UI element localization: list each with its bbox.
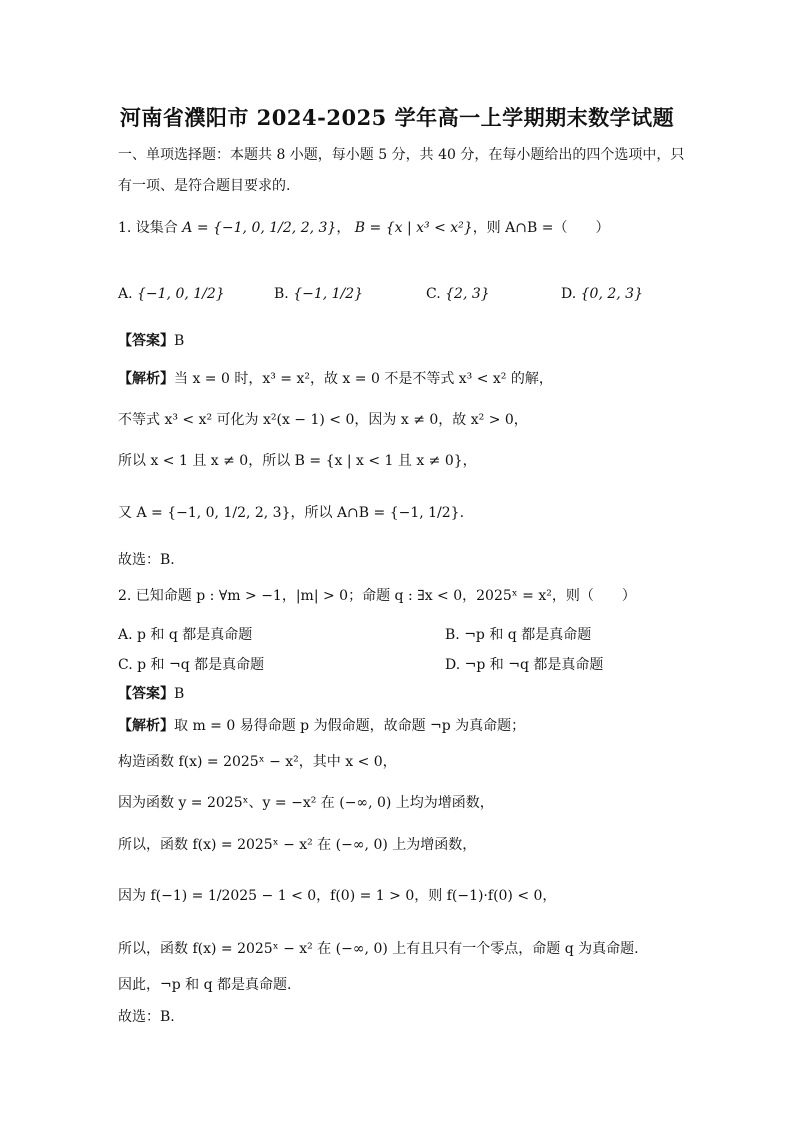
option-text: {−1, 1/2} — [293, 286, 364, 302]
question-2-analysis-2: 构造函数 f(x) = 2025ˣ − x²，其中 x < 0， — [118, 754, 397, 770]
question-1-analysis-3: 所以 x < 1 且 x ≠ 0，所以 B = {x | x < 1 且 x ≠ 0}， — [118, 453, 477, 469]
question-1-set-b: B = {x | x³ < x²} — [354, 220, 473, 236]
option-label: B. — [274, 286, 289, 302]
option-text: p 和 q 都是真命题 — [137, 627, 253, 643]
option-text: {−1, 0, 1/2} — [137, 286, 225, 302]
question-1-analysis-2: 不等式 x³ < x² 可化为 x²(x − 1) < 0，因为 x ≠ 0，故 x² > 0， — [118, 412, 528, 428]
question-2-analysis-3: 因为函数 y = 2025ˣ、y = −x² 在 (−∞, 0) 上均为增函数， — [118, 795, 494, 811]
answer-value: B — [174, 686, 185, 702]
question-2-stem: 2. 已知命题 p : ∀m > −1，|m| > 0；命题 q : ∃x < 0，2025ˣ = x²，则（ ） — [118, 588, 636, 604]
question-1-option-d — [561, 286, 643, 302]
option-label: B. — [445, 627, 460, 643]
answer-tag: 【答案】 — [118, 333, 174, 349]
option-text: ¬p 和 q 都是真命题 — [464, 627, 592, 643]
option-label: A. — [118, 286, 133, 302]
question-1-answer — [118, 331, 184, 351]
question-1-prefix: 1. 设集合 — [118, 220, 178, 236]
question-1-analysis-1 — [118, 369, 553, 389]
option-text: {2, 3} — [445, 286, 490, 302]
option-text: {0, 2, 3} — [580, 286, 643, 302]
option-label: C. — [426, 286, 441, 302]
question-1-option-b — [274, 286, 363, 302]
analysis-text: 当 x = 0 时，x³ = x²，故 x = 0 不是不等式 x³ < x² 的解， — [174, 371, 553, 387]
page-title: 河南省濮阳市 2024-2025 学年高一上学期期末数学试题 — [119, 105, 675, 130]
section-heading-line-2: 有一项、是符合题目要求的. — [118, 178, 291, 194]
question-2-answer — [118, 684, 184, 704]
question-2-analysis-7: 因此，¬p 和 q 都是真命题. — [118, 977, 292, 993]
question-2-option-c — [118, 654, 264, 674]
question-2-option-b — [445, 624, 591, 644]
question-2-option-a — [118, 624, 252, 644]
question-2-analysis-5: 因为 f(−1) = 1/2025 − 1 < 0，f(0) = 1 > 0，则 f(−1)·f(0) < 0， — [118, 888, 557, 904]
option-label: D. — [445, 657, 461, 673]
question-2-analysis-8: 故选：B. — [118, 1009, 175, 1025]
option-label: A. — [118, 627, 133, 643]
option-label: D. — [561, 286, 577, 302]
analysis-tag: 【解析】 — [118, 718, 174, 734]
question-1-stem: 1. 设集合 A = {−1, 0, 1/2, 2, 3}， B = {x | x³ < x²}，则 A∩B =（ ） — [118, 220, 610, 236]
option-text: p 和 ¬q 都是真命题 — [137, 657, 265, 673]
question-2-analysis-6: 所以，函数 f(x) = 2025ˣ − x² 在 (−∞, 0) 上有且只有一个零点，命题 q 为真命题. — [118, 941, 639, 957]
question-1-analysis-4: 又 A = {−1, 0, 1/2, 2, 3}，所以 A∩B = {−1, 1/2}. — [118, 505, 465, 521]
section-heading-line-1: 一、单项选择题：本题共 8 小题，每小题 5 分，共 40 分，在每小题给出的四个选项中，只 — [118, 147, 685, 163]
question-1-option-c — [426, 286, 490, 302]
answer-tag: 【答案】 — [118, 686, 174, 702]
question-1-set-a: A = {−1, 0, 1/2, 2, 3} — [182, 220, 337, 236]
question-1-analysis-5: 故选：B. — [118, 552, 175, 568]
question-1-suffix: ，则 A∩B =（ ） — [472, 220, 610, 236]
analysis-text: 取 m = 0 易得命题 p 为假命题，故命题 ¬p 为真命题； — [174, 718, 526, 734]
answer-value: B — [174, 333, 185, 349]
analysis-tag: 【解析】 — [118, 371, 174, 387]
question-1-option-a — [118, 286, 225, 302]
option-label: C. — [118, 657, 133, 673]
option-text: ¬p 和 ¬q 都是真命题 — [464, 657, 604, 673]
question-2-option-d — [445, 654, 603, 674]
question-2-analysis-4: 所以，函数 f(x) = 2025ˣ − x² 在 (−∞, 0) 上为增函数， — [118, 837, 477, 853]
question-2-analysis-1 — [118, 716, 525, 736]
